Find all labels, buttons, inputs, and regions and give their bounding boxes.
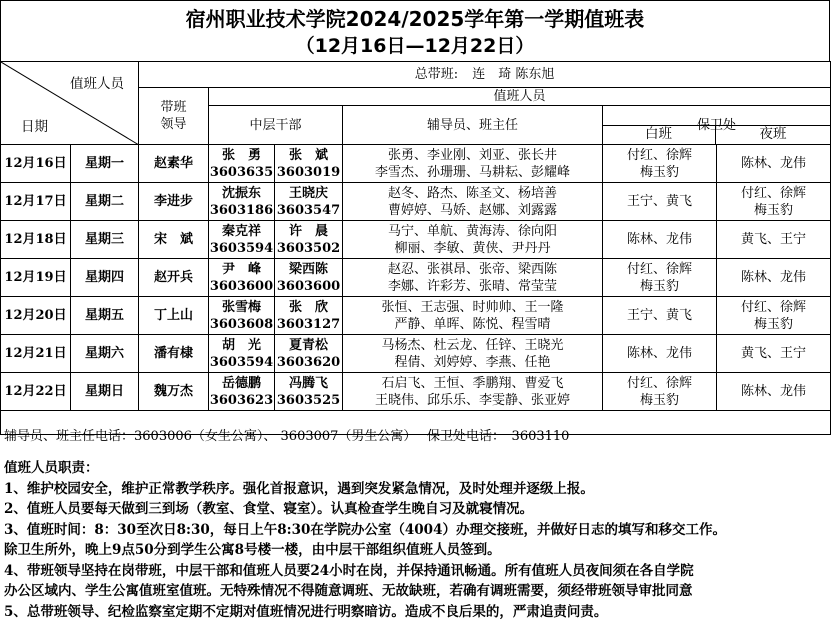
cadre-1-phone: 3603594 <box>209 354 274 370</box>
row-leader: 魏万杰 <box>139 373 209 411</box>
counselors-line-2: 曹婷婷、马娇、赵娜、刘露露 <box>388 202 558 218</box>
cadre-1-phone: 3603600 <box>209 278 274 294</box>
counselors-line-2: 王晓伟、邱乐乐、李雯静、张亚婷 <box>375 392 571 408</box>
page-title: 宿州职业技术学院2024/2025学年第一学期值班表 <box>185 7 645 31</box>
rule-5: 5、总带班领导、纪检监察室定期不定期对值班情况进行明察暗访。造成不良后果的，严肃追责问责。 <box>4 603 608 620</box>
row-day-shift <box>603 335 717 373</box>
row-cadre-2 <box>275 221 343 259</box>
day-shift-line-2: 梅玉豹 <box>640 278 680 294</box>
row-date: 12月18日 <box>1 221 71 259</box>
cadre-1-name: 胡 光 <box>221 337 261 353</box>
row-day-shift <box>603 297 717 335</box>
cadre-2-phone: 3603502 <box>276 240 341 256</box>
row-cadre-1 <box>209 259 275 297</box>
day-shift-line-1: 付红、徐辉 <box>627 147 693 163</box>
cadre-1-phone: 3603635 <box>209 164 274 180</box>
rule-3a: 3、值班时间：8：30至次日8:30，每日上午8:30在学院办公室（4004）办理交接班，并做好日志的填写和移交工作。 <box>4 521 726 538</box>
row-weekday: 星期一 <box>71 145 139 183</box>
row-leader: 潘有棣 <box>139 335 209 373</box>
night-shift-line-1: 付红、徐辉 <box>741 185 807 201</box>
row-date: 12月20日 <box>1 297 71 335</box>
row-cadre-2 <box>275 297 343 335</box>
cadre-2-phone: 3603547 <box>276 202 341 218</box>
row-night-shift <box>717 145 831 183</box>
row-weekday: 星期五 <box>71 297 139 335</box>
cadre-1-phone: 3603186 <box>209 202 274 218</box>
row-leader: 宋 斌 <box>139 221 209 259</box>
header-date: 日期 <box>21 119 48 135</box>
counselors-line-2: 严静、单晖、陈悦、程雪晴 <box>394 316 551 332</box>
day-shift-line-1: 王宁、黄飞 <box>627 308 693 323</box>
counselors-line-1: 石启飞、王恒、季鹏翔、曹爱飞 <box>381 375 564 391</box>
counselors-line-1: 赵冬、路杰、陈圣文、杨培善 <box>388 185 558 201</box>
row-counselors <box>343 335 603 373</box>
rule-4a: 4、带班领导坚持在岗带班，中层干部和值班人员要24小时在岗，并保持通讯畅通。所有值班人员夜间须在各自学院 <box>4 562 694 579</box>
contact-line: 辅导员、班主任电话：3603006（女生公寓）、 3603007（男生公寓） 保卫处电话： 3603110 <box>4 429 570 444</box>
rule-1: 1、维护校园安全，维护正常教学秩序。强化首报意识，遇到突发紧急情况，及时处理并逐级上报。 <box>4 480 594 497</box>
header-leading-leader-2: 领导 <box>160 117 187 132</box>
cadre-2-phone: 3603620 <box>276 354 341 370</box>
cadre-2-name: 张 欣 <box>289 299 329 315</box>
row-counselors <box>343 297 603 335</box>
cadre-1-name: 岳德鹏 <box>221 375 261 391</box>
general-leader-names: 连 琦 陈东旭 <box>472 67 555 82</box>
counselors-line-1: 赵忍、张祺昂、张帝、梁西陈 <box>388 261 558 277</box>
row-cadre-1 <box>209 373 275 411</box>
row-counselors <box>343 145 603 183</box>
page-subtitle: （12月16日—12月22日） <box>295 35 535 57</box>
header-security: 保卫处 <box>603 106 831 145</box>
night-shift-line-1: 陈林、龙伟 <box>741 384 807 399</box>
general-leader-label: 总带班: <box>414 67 459 82</box>
rule-3b: 除卫生所外，晚上9点50分到学生公寓8号楼一楼，由中层干部组织值班人员签到。 <box>4 542 501 558</box>
rule-4b: 办公区域内、学生公寓值班室值班。无特殊情况不得随意调班、无故缺班，若确有调班需要，须经带班领导审批同意 <box>4 583 693 599</box>
row-cadre-1 <box>209 145 275 183</box>
row-date: 12月21日 <box>1 335 71 373</box>
duty-table-body <box>0 125 831 435</box>
security-subheader <box>602 125 830 144</box>
header-day-shift: 白班 <box>602 125 716 144</box>
row-night-shift <box>717 335 831 373</box>
row-cadre-2 <box>275 373 343 411</box>
counselors-line-1: 马宁、单航、黄海涛、徐向阳 <box>388 223 558 239</box>
cadre-2-name: 冯腾飞 <box>289 375 329 391</box>
row-night-shift <box>717 183 831 221</box>
day-shift-line-2: 梅玉豹 <box>640 164 680 180</box>
row-counselors <box>343 183 603 221</box>
header-staff-on-duty: 值班人员 <box>209 88 831 106</box>
row-date: 12月19日 <box>1 259 71 297</box>
counselors-line-2: 李娜、许彩芳、张晴、常莹莹 <box>388 278 558 294</box>
row-counselors <box>343 221 603 259</box>
cadre-2-name: 许 晨 <box>289 223 329 239</box>
header-middle-cadre: 中层干部 <box>209 106 343 145</box>
title-block <box>0 0 830 62</box>
general-leader-cell <box>139 62 831 88</box>
counselors-line-1: 马杨杰、杜云龙、任锌、王晓光 <box>381 337 564 353</box>
cadre-2-name: 王晓庆 <box>289 185 329 201</box>
row-night-shift <box>717 221 831 259</box>
cadre-1-name: 张 勇 <box>221 147 261 163</box>
day-shift-line-1: 付红、徐辉 <box>627 375 693 391</box>
row-weekday: 星期四 <box>71 259 139 297</box>
night-shift-line-2: 梅玉豹 <box>754 202 794 218</box>
row-weekday: 星期二 <box>71 183 139 221</box>
row-date: 12月22日 <box>1 373 71 411</box>
night-shift-line-1: 黄飞、王宁 <box>741 346 807 361</box>
cadre-1-phone: 3603608 <box>209 316 274 332</box>
row-leader: 丁上山 <box>139 297 209 335</box>
row-weekday: 星期日 <box>71 373 139 411</box>
row-cadre-2 <box>275 145 343 183</box>
night-shift-line-1: 付红、徐辉 <box>741 299 807 315</box>
cadre-2-phone: 3603019 <box>276 164 341 180</box>
row-day-shift <box>603 373 717 411</box>
row-cadre-2 <box>275 335 343 373</box>
cadre-1-phone: 3603594 <box>209 240 274 256</box>
row-day-shift <box>603 183 717 221</box>
table-row <box>1 373 831 411</box>
row-night-shift <box>717 259 831 297</box>
row-counselors <box>343 259 603 297</box>
row-day-shift <box>603 145 717 183</box>
counselors-line-2: 李雪杰、孙珊珊、马耕耘、彭耀峰 <box>375 164 571 180</box>
night-shift-line-2: 梅玉豹 <box>754 316 794 332</box>
cadre-1-phone: 3603623 <box>209 392 274 408</box>
cadre-2-phone: 3603525 <box>276 392 341 408</box>
counselors-line-2: 程倩、刘婷婷、李燕、任艳 <box>394 354 551 370</box>
header-counselors: 辅导员、班主任 <box>343 106 603 145</box>
cadre-1-name: 秦克祥 <box>221 223 261 239</box>
counselors-line-1: 张恒、王志强、时帅帅、王一隆 <box>381 299 564 315</box>
table-row <box>1 221 831 259</box>
night-shift-line-1: 黄飞、王宁 <box>741 232 807 247</box>
row-cadre-1 <box>209 297 275 335</box>
header-night-shift: 夜班 <box>759 126 787 142</box>
row-night-shift <box>717 297 831 335</box>
day-shift-line-1: 陈林、龙伟 <box>627 346 693 361</box>
row-cadre-2 <box>275 183 343 221</box>
row-weekday: 星期六 <box>71 335 139 373</box>
header-duty-staff: 值班人员 <box>70 76 124 92</box>
night-shift-line-1: 陈林、龙伟 <box>741 270 807 285</box>
row-night-shift <box>717 373 831 411</box>
counselors-line-2: 柳丽、李敏、黄侠、尹丹丹 <box>394 240 551 256</box>
row-cadre-1 <box>209 335 275 373</box>
cadre-2-name: 夏青松 <box>289 337 329 353</box>
row-leader: 赵素华 <box>139 145 209 183</box>
cadre-1-name: 尹 峰 <box>221 261 261 277</box>
day-shift-line-1: 陈林、龙伟 <box>627 232 693 247</box>
cadre-2-phone: 3603127 <box>276 316 341 332</box>
row-date: 12月16日 <box>1 145 71 183</box>
spacer-cell <box>1 126 343 145</box>
night-shift-line-1: 陈林、龙伟 <box>741 156 807 171</box>
day-shift-line-2: 梅玉豹 <box>640 392 680 408</box>
day-shift-line-1: 王宁、黄飞 <box>627 194 693 209</box>
cadre-1-name: 沈振东 <box>221 185 261 201</box>
table-row <box>1 259 831 297</box>
table-row <box>1 297 831 335</box>
row-leader: 赵开兵 <box>139 259 209 297</box>
table-row <box>1 335 831 373</box>
header-leading-leader-1: 带班 <box>160 100 187 115</box>
row-cadre-2 <box>275 259 343 297</box>
row-leader: 李进步 <box>139 183 209 221</box>
rule-2: 2、值班人员要每天做到三到场（教室、食堂、寝室）。认真检查学生晚自习及就寝情况。 <box>4 501 534 517</box>
row-weekday: 星期三 <box>71 221 139 259</box>
day-shift-line-1: 付红、徐辉 <box>627 261 693 277</box>
row-date: 12月17日 <box>1 183 71 221</box>
cadre-2-phone: 3603600 <box>276 278 341 294</box>
spacer-cell <box>343 126 603 145</box>
table-row <box>1 183 831 221</box>
duty-rules <box>4 458 830 622</box>
row-cadre-1 <box>209 221 275 259</box>
cadre-1-name: 张雪梅 <box>221 299 261 315</box>
row-counselors <box>343 373 603 411</box>
row-cadre-1 <box>209 183 275 221</box>
rules-heading: 值班人员职责： <box>4 460 99 476</box>
row-day-shift <box>603 259 717 297</box>
counselors-line-1: 张勇、李业刚、刘亚、张长井 <box>388 147 558 163</box>
cadre-2-name: 张 斌 <box>289 147 329 163</box>
cadre-2-name: 梁西陈 <box>289 261 329 277</box>
row-day-shift <box>603 221 717 259</box>
table-row <box>1 145 831 183</box>
